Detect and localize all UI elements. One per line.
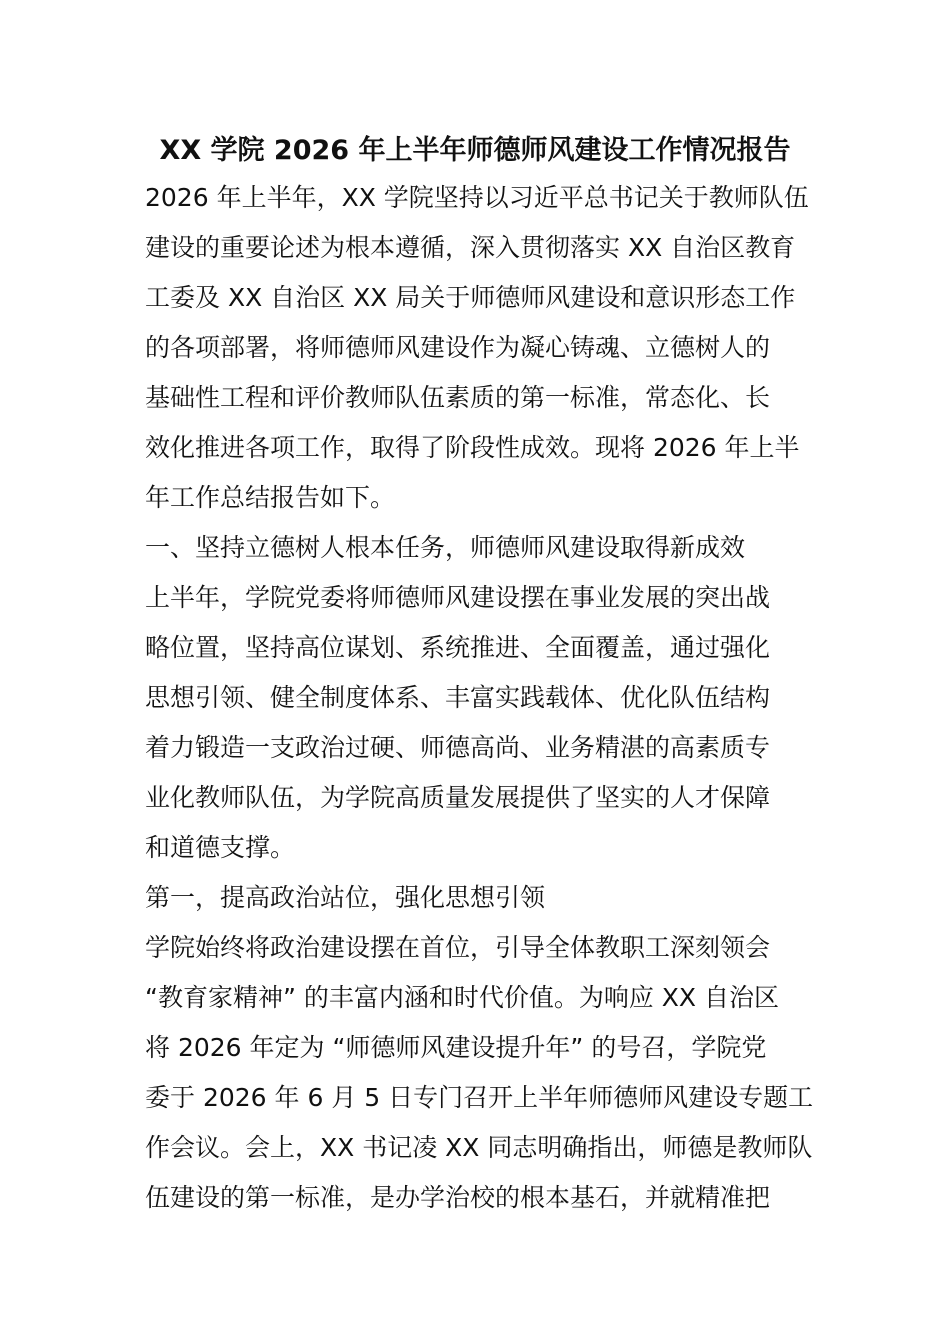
body-line-4: 的各项部署，将师德师风建设作为凝心铸魂、立德树人的 [145, 333, 771, 362]
body-line-20: 作会议。会上，XX 书记凌 XX 同志明确指出，师德是教师队 [145, 1133, 813, 1162]
body-line-18: 将 2026 年定为 “师德师风建设提升年” 的号召，学院党 [145, 1033, 767, 1062]
section-heading-1: 一、坚持立德树人根本任务，师德师风建设取得新成效 [145, 533, 746, 562]
body-line-7: 年工作总结报告如下。 [145, 483, 396, 512]
document-title: XX 学院 2026 年上半年师德师风建设工作情况报告 [159, 135, 791, 166]
body-line-1: 2026 年上半年，XX 学院坚持以习近平总书记关于教师队伍 [145, 183, 809, 212]
body-line-11: 思想引领、健全制度体系、丰富实践载体、优化队伍结构 [145, 683, 771, 712]
body-line-10: 略位置，坚持高位谋划、系统推进、全面覆盖，通过强化 [145, 633, 771, 662]
body-line-14: 和道德支撑。 [145, 833, 296, 862]
body-line-3: 工委及 XX 自治区 XX 局关于师德师风建设和意识形态工作 [145, 283, 796, 312]
body-line-16: 学院始终将政治建设摆在首位，引导全体教职工深刻领会 [145, 933, 771, 962]
body-line-5: 基础性工程和评价教师队伍素质的第一标准，常态化、长 [145, 383, 771, 412]
body-line-21: 伍建设的第一标准，是办学治校的根本基石，并就精准把 [145, 1183, 771, 1212]
body-line-19: 委于 2026 年 6 月 5 日专门召开上半年师德师风建设专题工 [145, 1083, 814, 1112]
subsection-heading-1: 第一，提高政治站位，强化思想引领 [145, 883, 546, 912]
body-line-6: 效化推进各项工作，取得了阶段性成效。现将 2026 年上半 [145, 433, 800, 462]
body-line-13: 业化教师队伍，为学院高质量发展提供了坚实的人才保障 [145, 783, 771, 812]
body-line-12: 着力锻造一支政治过硬、师德高尚、业务精湛的高素质专 [145, 733, 771, 762]
body-line-17: “教育家精神” 的丰富内涵和时代价值。为响应 XX 自治区 [145, 983, 779, 1012]
body-line-2: 建设的重要论述为根本遵循，深入贯彻落实 XX 自治区教育 [145, 233, 796, 262]
body-line-9: 上半年，学院党委将师德师风建设摆在事业发展的突出战 [145, 583, 771, 612]
